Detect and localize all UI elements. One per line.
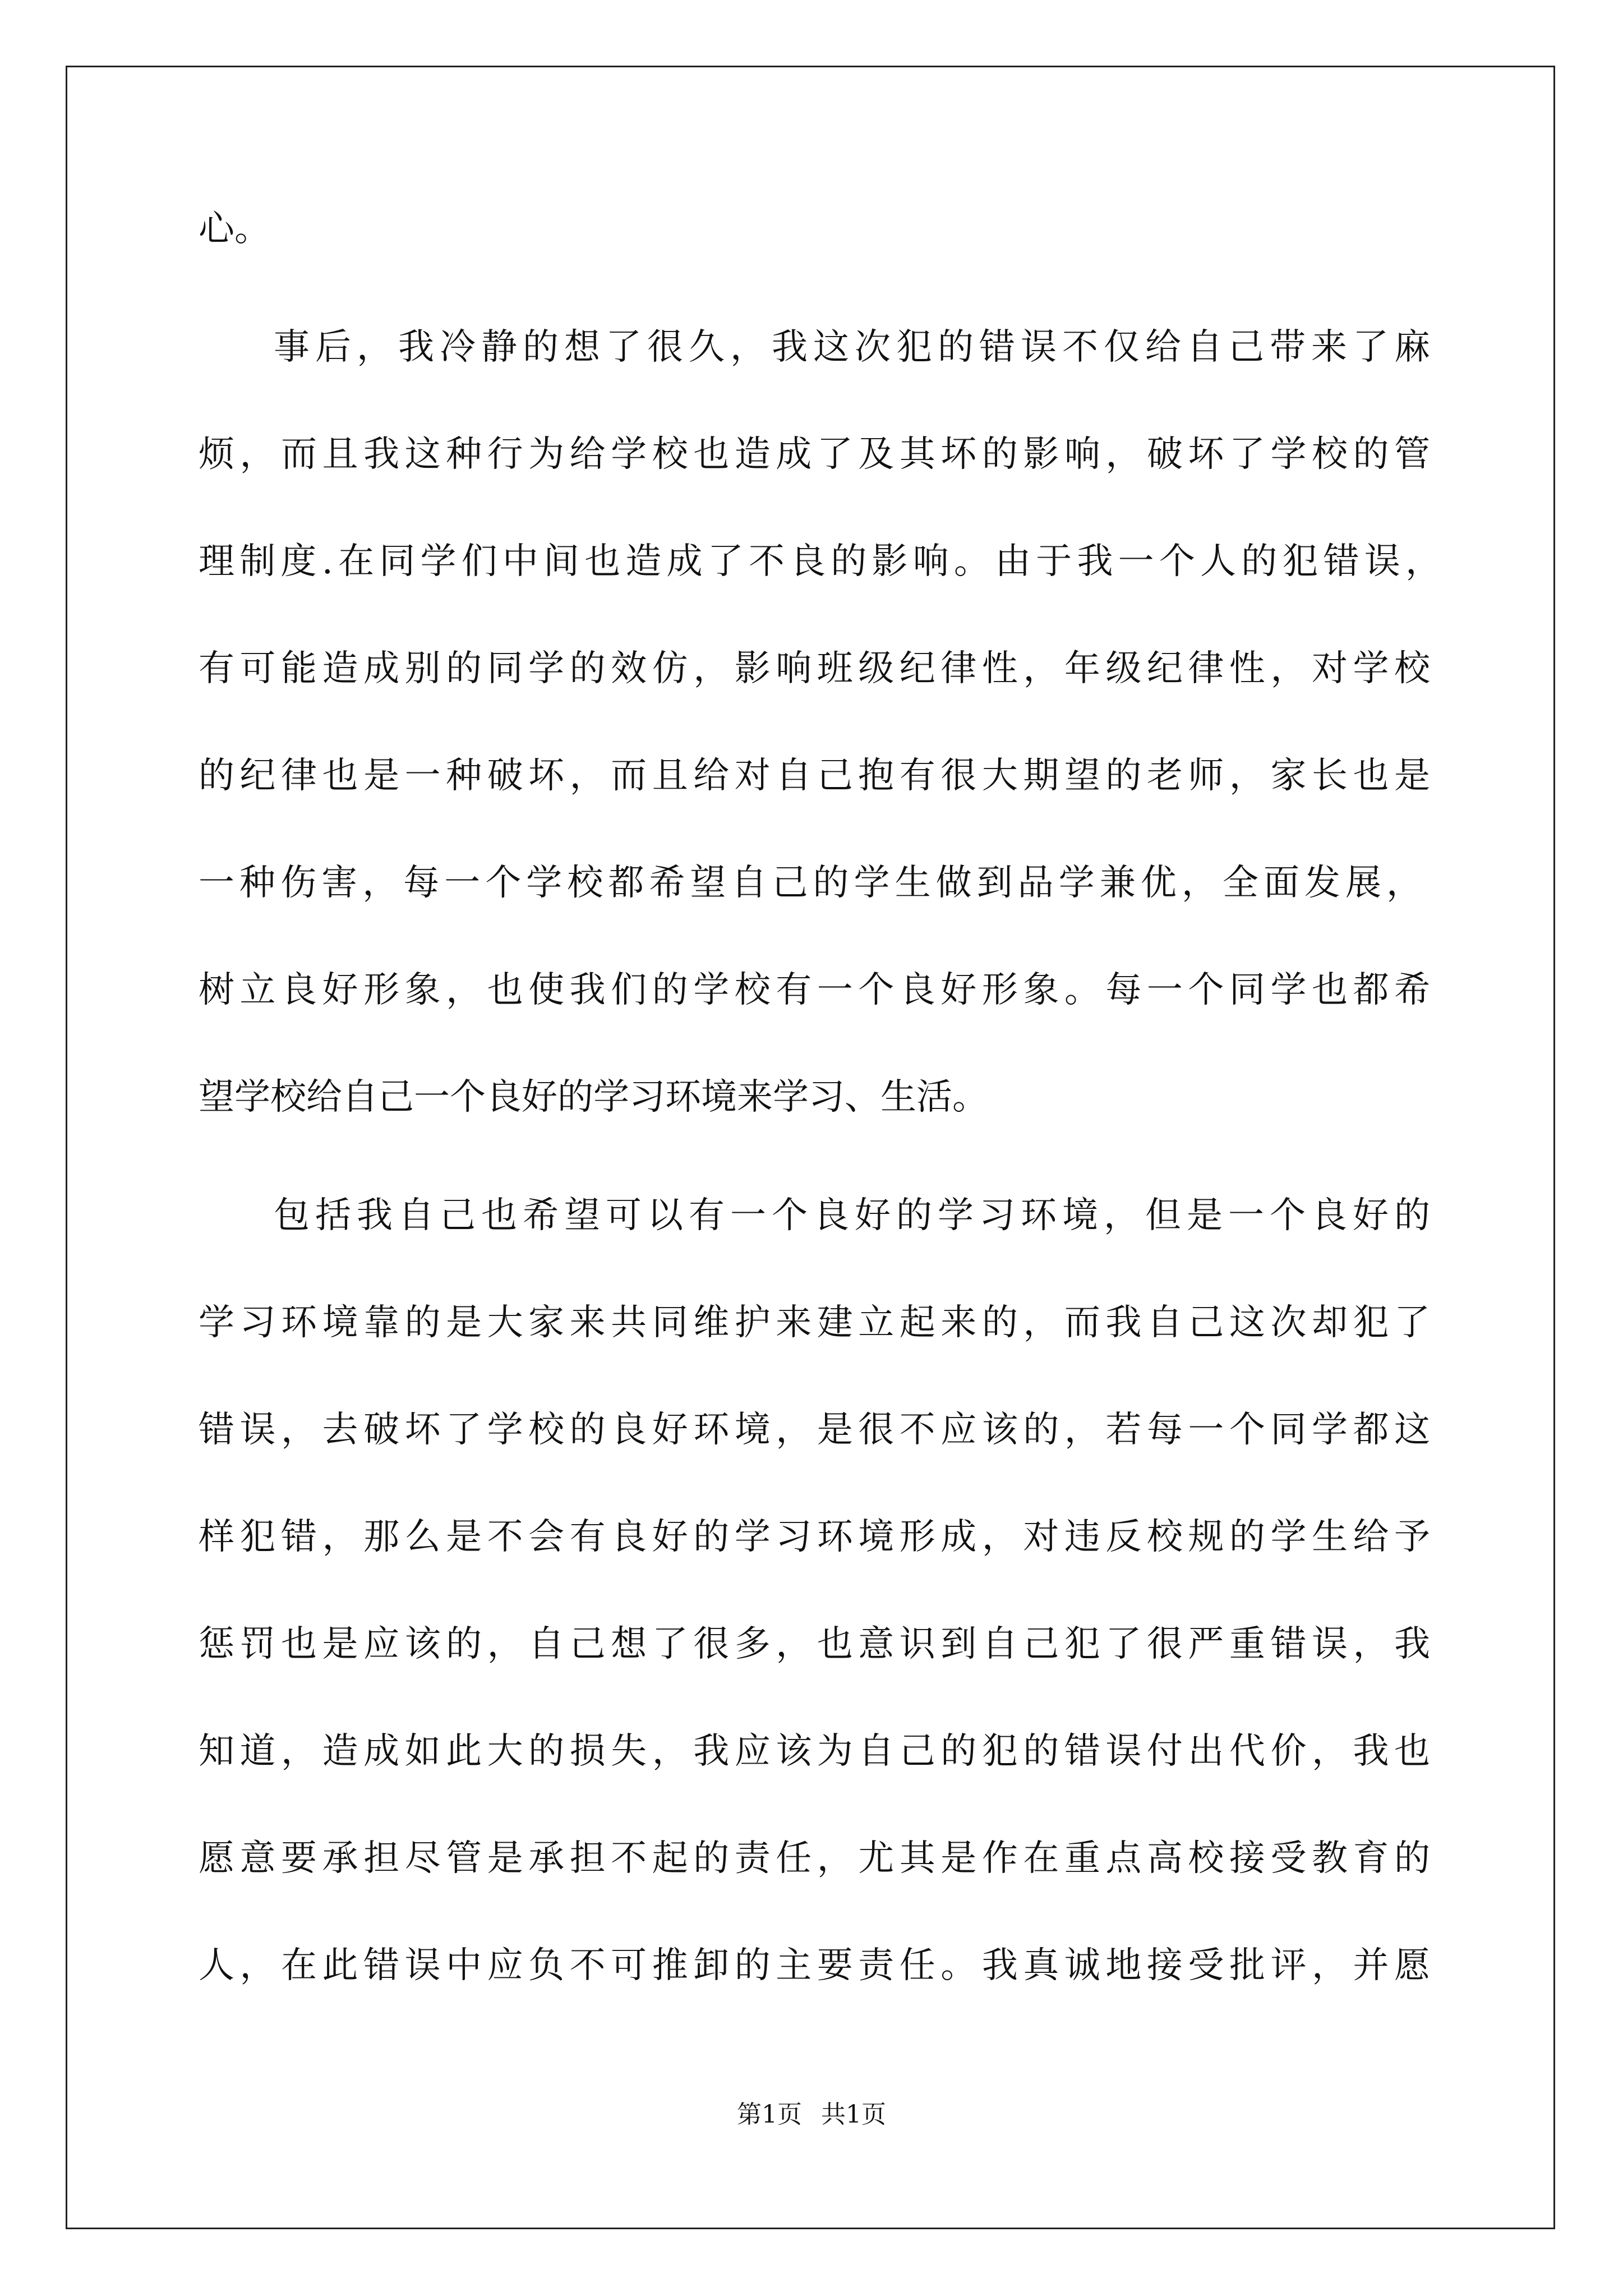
text-line-7: 一种伤害，每一个学校都希望自己的学生做到品学兼优，全面发展， bbox=[199, 862, 1422, 904]
text-line-17: 人，在此错误中应负不可推卸的主要责任。我真诚地接受批评，并愿 bbox=[199, 1945, 1430, 1986]
text-line-1: 心。 bbox=[199, 208, 270, 250]
text-line-13: 样犯错，那么是不会有良好的学习环境形成，对违反校规的学生给予 bbox=[199, 1516, 1430, 1558]
text-line-6: 的纪律也是一种破坏，而且给对自己抱有很大期望的老师，家长也是 bbox=[199, 755, 1430, 797]
text-line-2: 事后，我冷静的想了很久，我这次犯的错误不仅给自己带来了麻 bbox=[274, 326, 1430, 368]
page-total: 共1页 bbox=[821, 2100, 886, 2129]
text-line-9: 望学校给自己一个良好的学习环境来学习、生活。 bbox=[199, 1076, 988, 1118]
page-border bbox=[66, 66, 1555, 2229]
text-line-10: 包括我自己也希望可以有一个良好的学习环境，但是一个良好的 bbox=[274, 1195, 1430, 1236]
text-line-8: 树立良好形象，也使我们的学校有一个良好形象。每一个同学也都希 bbox=[199, 969, 1430, 1011]
text-line-12: 错误，去破坏了学校的良好环境，是很不应该的，若每一个同学都这 bbox=[199, 1409, 1430, 1451]
text-line-15: 知道，造成如此大的损失，我应该为自己的犯的错误付出代价，我也 bbox=[199, 1731, 1430, 1772]
text-line-4: 理制度.在同学们中间也造成了不良的影响。由于我一个人的犯错误， bbox=[199, 541, 1441, 582]
page-footer bbox=[0, 2098, 1623, 2132]
text-line-14: 惩罚也是应该的，自己想了很多，也意识到自己犯了很严重错误，我 bbox=[199, 1623, 1430, 1665]
text-line-11: 学习环境靠的是大家来共同维护来建立起来的，而我自己这次却犯了 bbox=[199, 1302, 1430, 1343]
page-number: 第1页 bbox=[737, 2100, 802, 2129]
text-line-5: 有可能造成别的同学的效仿，影响班级纪律性，年级纪律性，对学校 bbox=[199, 648, 1430, 689]
text-line-16: 愿意要承担尽管是承担不起的责任，尤其是作在重点高校接受教育的 bbox=[199, 1838, 1430, 1879]
text-line-3: 烦，而且我这种行为给学校也造成了及其坏的影响，破坏了学校的管 bbox=[199, 434, 1430, 475]
